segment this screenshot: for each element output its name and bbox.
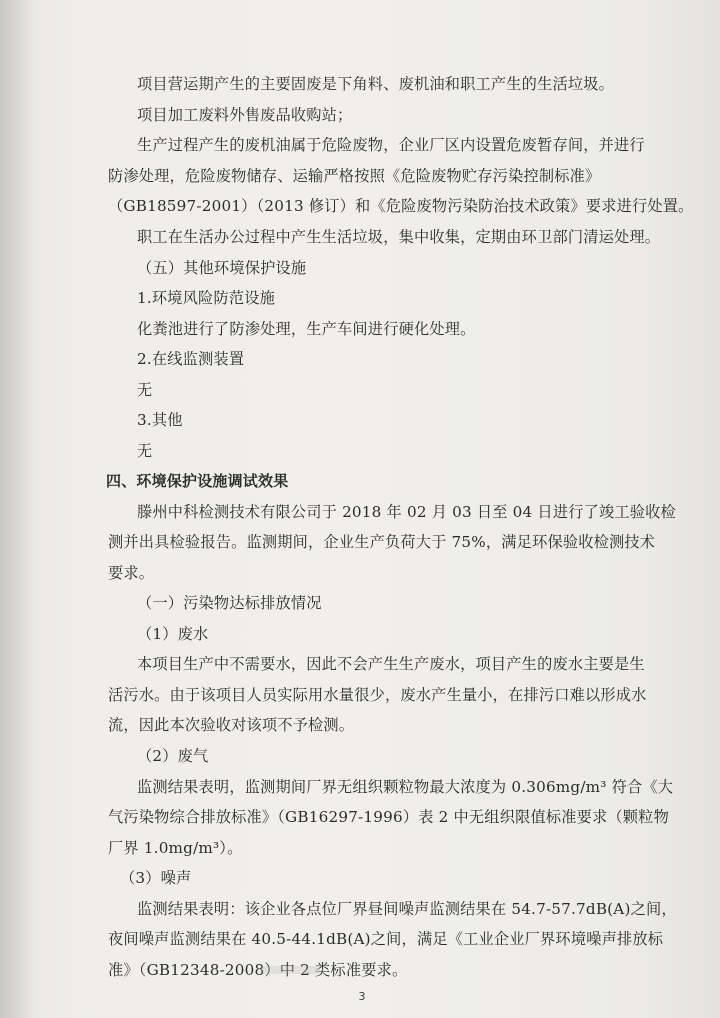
text-line: 气污染物综合排放标准》（GB16297-1996）表 2 中无组织限值标准要求（颗粒物 bbox=[108, 808, 669, 826]
text-line: 监测结果表明，监测期间厂界无组织颗粒物最大浓度为 0.306mg/m³ 符合《大 bbox=[137, 778, 674, 796]
text-line: 准》（GB12348-2008）中 2 类标准要求。 bbox=[108, 961, 408, 979]
section-heading: （一）污染物达标排放情况 bbox=[137, 594, 322, 612]
text-line: 防渗处理，危险废物储存、运输严格按照《危险废物贮存污染控制标准》 bbox=[108, 167, 601, 185]
text-line: 生产过程产生的废机油属于危险废物，企业厂区内设置危废暂存间，并进行 bbox=[137, 136, 645, 154]
subsection-heading: （1）废水 bbox=[137, 625, 209, 643]
subsection-heading: 1.环境风险防范设施 bbox=[137, 289, 275, 307]
text-line: 无 bbox=[137, 442, 153, 460]
text-line: 无 bbox=[137, 381, 153, 399]
text-line: 活污水。由于该项目人员实际用水量很少，废水产生量小，在排污口难以形成水 bbox=[108, 686, 647, 704]
text-line: 化粪池进行了防渗处理，生产车间进行硬化处理。 bbox=[137, 320, 476, 338]
text-line: 夜间噪声监测结果在 40.5-44.1dB(A)之间，满足《工业企业厂界环境噪声排放标 bbox=[108, 930, 664, 948]
subsection-heading: 3.其他 bbox=[137, 411, 183, 429]
text-line: 测并出具检验报告。监测期间，企业生产负荷大于 75%，满足环保验收检测技术 bbox=[108, 533, 656, 551]
subsection-heading: （2）废气 bbox=[137, 747, 209, 765]
text-line: 要求。 bbox=[108, 564, 155, 582]
chapter-heading: 四、环境保护设施调试效果 bbox=[106, 472, 289, 490]
text-line: 项目加工废料外售废品收购站； bbox=[137, 106, 353, 124]
text-line: 职工在生活办公过程中产生生活垃圾，集中收集，定期由环卫部门清运处理。 bbox=[137, 228, 661, 246]
text-line: 监测结果表明：该企业各点位厂界昼间噪声监测结果在 54.7-57.7dB(A)之间， bbox=[137, 900, 677, 918]
subsection-heading: 2.在线监测装置 bbox=[137, 350, 245, 368]
section-heading: （五）其他环境保护设施 bbox=[137, 259, 307, 277]
subsection-heading: （3）噪声 bbox=[120, 869, 192, 887]
paper-smudge bbox=[260, 966, 320, 974]
page-edge-shadow bbox=[0, 0, 36, 1018]
text-line: 流，因此本次验收对该项不予检测。 bbox=[108, 716, 355, 734]
page-number: 3 bbox=[358, 990, 366, 1003]
text-line: 厂界 1.0mg/m³）。 bbox=[108, 839, 243, 857]
text-line: （GB18597-2001）（2013 修订）和《危险废物污染防治技术政策》要求进行处置。 bbox=[108, 197, 694, 215]
text-line: 滕州中科检测技术有限公司于 2018 年 02 月 03 日至 04 日进行了竣工验收检 bbox=[137, 503, 676, 521]
text-line: 本项目生产中不需要水，因此不会产生生产废水，项目产生的废水主要是生 bbox=[137, 655, 645, 673]
text-line: 项目营运期产生的主要固废是下角料、废机油和职工产生的生活垃圾。 bbox=[137, 75, 615, 93]
